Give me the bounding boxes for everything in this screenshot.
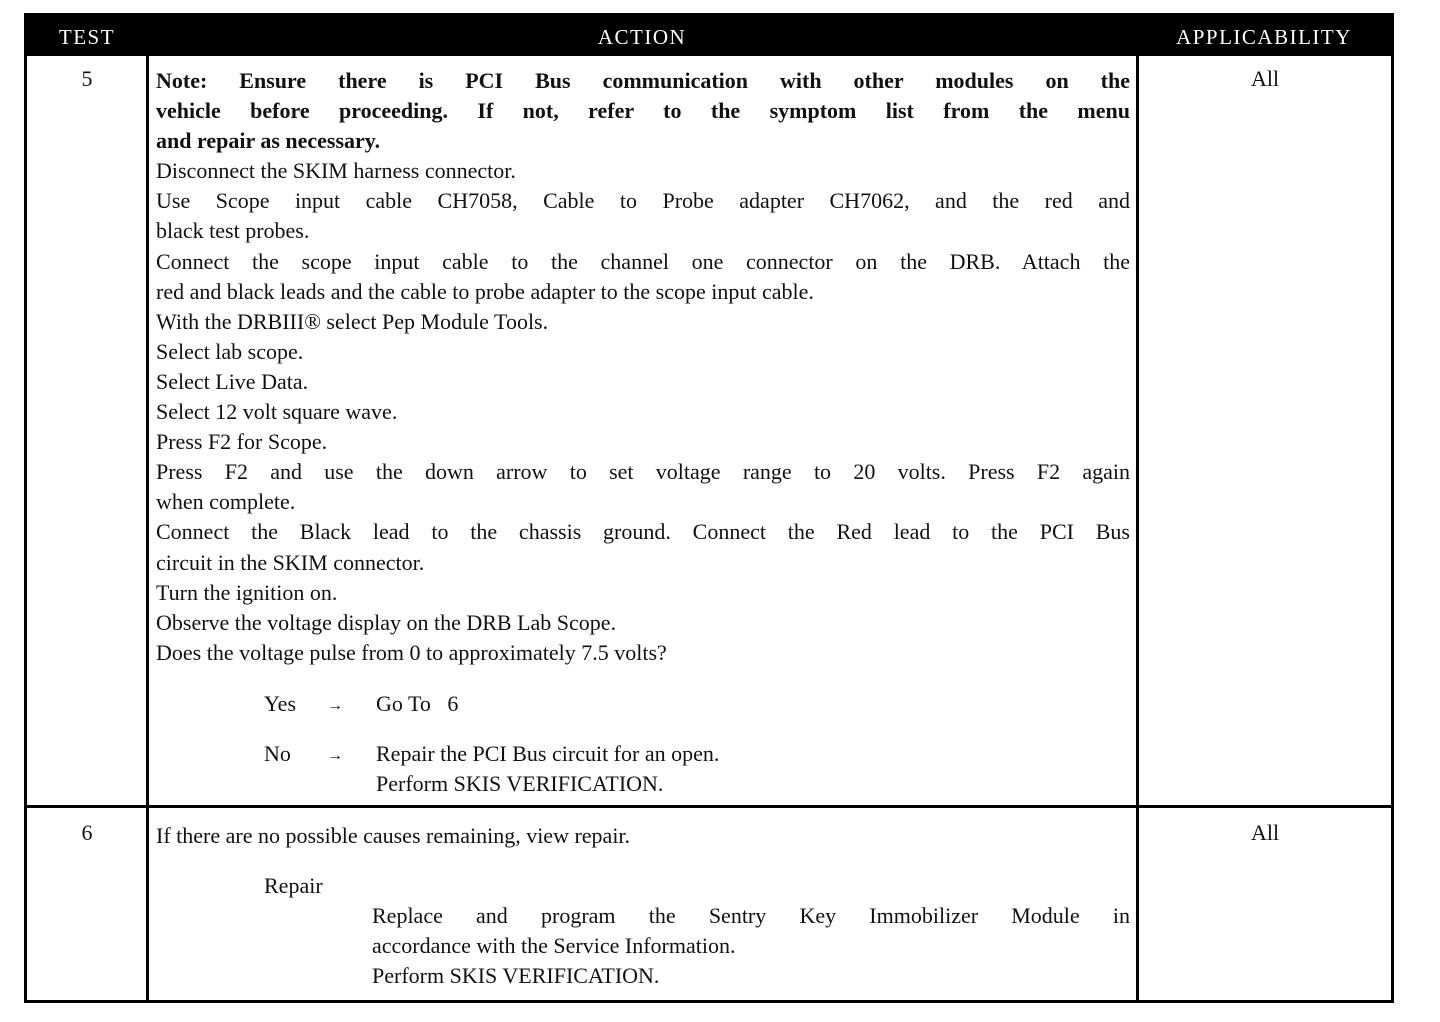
column-divider xyxy=(146,56,149,1000)
diagnostic-test-table xyxy=(24,13,1394,1003)
repair-label: Repair xyxy=(264,873,323,898)
yes-branch-action: Go To 6 xyxy=(376,691,459,716)
test-6-intro: If there are no possible causes remaining, view repair. xyxy=(156,823,631,848)
repair-line: Perform SKIS VERIFICATION. xyxy=(372,963,660,988)
note-line: vehicle before proceeding. If not, refer to the symptom list from the menu xyxy=(156,98,1130,124)
repair-instructions xyxy=(372,901,1130,991)
repair-line: Replace and program the Sentry Key Immobilizer Module in xyxy=(372,903,1130,928)
no-branch-action-line: Repair the PCI Bus circuit for an open. xyxy=(376,741,720,766)
step-line: Press F2 and use the down arrow to set voltage range to 20 volts. Press F2 again xyxy=(156,459,1130,485)
no-branch-label: No xyxy=(264,741,291,766)
step-line: black test probes. xyxy=(156,218,310,244)
step-line: With the DRBIII® select Pep Module Tools. xyxy=(156,308,549,334)
arrow-icon: → xyxy=(327,696,343,714)
step-line: circuit in the SKIM connector. xyxy=(156,549,425,575)
step-line: Use Scope input cable CH7058, Cable to Probe adapter CH7062, and the red and xyxy=(156,188,1130,214)
header-action: ACTION xyxy=(597,25,687,49)
header-applicability: APPLICABILITY xyxy=(1176,25,1352,49)
yes-branch-label: Yes xyxy=(264,691,297,716)
step-line: Disconnect the SKIM harness connector. xyxy=(156,158,516,184)
applicability-value: All xyxy=(1250,820,1280,845)
test-5-action xyxy=(156,66,1130,668)
step-line: Observe the voltage display on the DRB Lab Scope. xyxy=(156,609,617,635)
step-line: Connect the Black lead to the chassis ground. Connect the Red lead to the PCI Bus xyxy=(156,519,1130,545)
test-number: 6 xyxy=(81,820,93,845)
note-line: and repair as necessary. xyxy=(156,128,381,154)
column-divider xyxy=(1136,56,1139,1000)
note-line: Note: Ensure there is PCI Bus communication with other modules on the xyxy=(156,68,1130,93)
row-divider xyxy=(27,805,1391,808)
step-line: Does the voltage pulse from 0 to approximately 7.5 volts? xyxy=(156,639,667,665)
step-line: red and black leads and the cable to probe adapter to the scope input cable. xyxy=(156,278,814,304)
step-line: Press F2 for Scope. xyxy=(156,429,328,455)
step-line: when complete. xyxy=(156,489,296,515)
header-test: TEST xyxy=(58,25,116,49)
no-branch-action-line: Perform SKIS VERIFICATION. xyxy=(376,771,664,796)
step-line: Select lab scope. xyxy=(156,338,304,364)
step-line: Connect the scope input cable to the channel one connector on the DRB. Attach the xyxy=(156,248,1130,274)
step-line: Select Live Data. xyxy=(156,368,309,394)
table-header xyxy=(27,16,1391,56)
applicability-value: All xyxy=(1250,66,1280,91)
step-line: Select 12 volt square wave. xyxy=(156,399,398,425)
arrow-icon: → xyxy=(327,746,343,764)
test-number: 5 xyxy=(81,66,93,91)
step-line: Turn the ignition on. xyxy=(156,579,338,605)
repair-line: accordance with the Service Information. xyxy=(372,933,736,958)
